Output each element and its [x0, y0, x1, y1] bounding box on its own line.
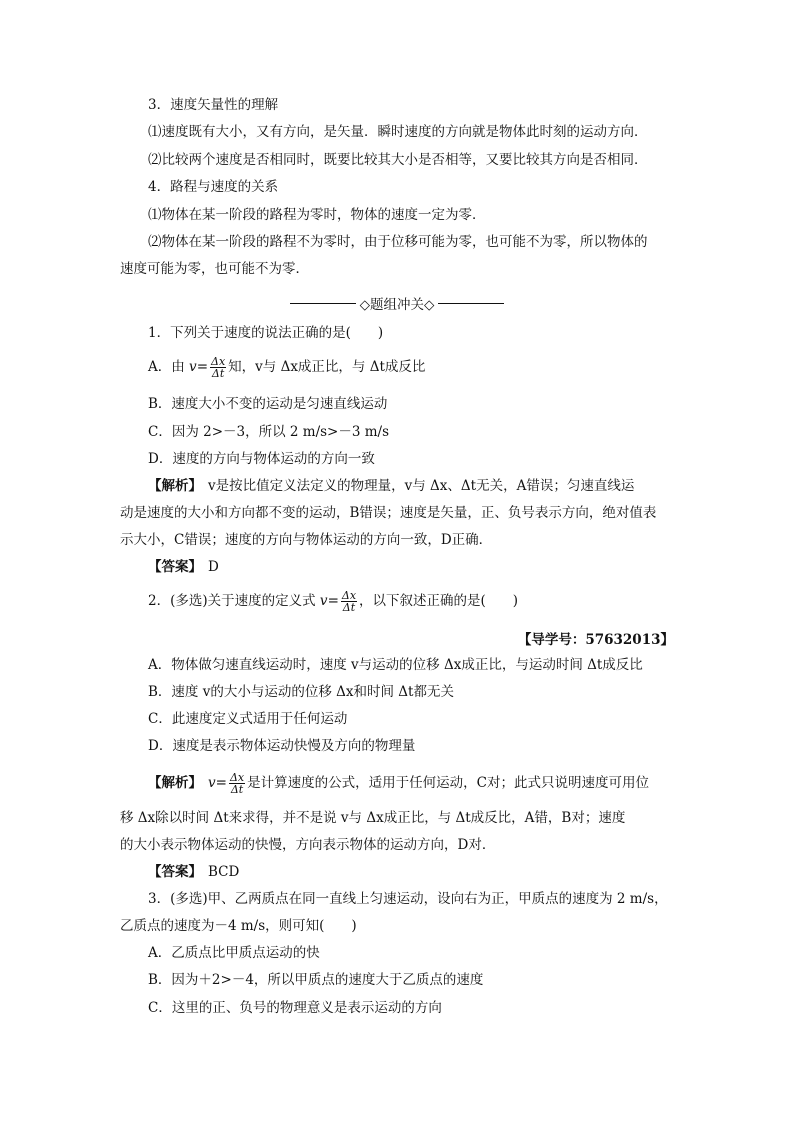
q1-fraction-numerator: Δx [211, 355, 226, 368]
q2-analysis-fraction-denominator: Δt [230, 783, 244, 796]
q2-stem-prefix: 2．(多选)关于速度的定义式 [148, 593, 320, 609]
q2-answer-tag: 【答案】 [148, 864, 202, 880]
q1-analysis-tag: 【解析】 [148, 478, 202, 494]
q2-analysis-tag: 【解析】 [148, 775, 202, 791]
q2-analysis-line-3: 的大小表示物体运动的快慢，方向表示物体的运动方向，D对． [120, 837, 496, 853]
q2-stem [148, 590, 518, 613]
q1-analysis-text-1: v是按比值定义法定义的物理量，v与 Δx、Δt无关，A错误；匀速直线运 [208, 478, 635, 494]
q1-option-a [148, 356, 425, 379]
q1-answer-tag: 【答案】 [148, 559, 202, 575]
q2-option-b: B．速度 v的大小与运动的位移 Δx和时间 Δt都无关 [148, 684, 454, 700]
q2-analysis-fraction [229, 772, 245, 795]
q1-option-a-suffix: 知，v与 Δx成正比，与 Δt成反比 [228, 359, 426, 375]
q1-analysis-line-1 [148, 477, 634, 495]
q2-option-c: C．此速度定义式适用于任何运动 [148, 711, 348, 727]
q2-analysis-eq: = [215, 775, 227, 791]
q1-answer [148, 558, 219, 576]
q1-option-a-eq: = [196, 359, 208, 375]
q2-answer-value: BCD [208, 864, 240, 880]
q1-stem: 1．下列关于速度的说法正确的是( ) [148, 325, 384, 341]
section-3-point-2: ⑵比较两个速度是否相同时，既要比较其大小是否相等，又要比较其方向是否相同． [148, 152, 648, 168]
section-divider [120, 294, 674, 312]
section-4-point-2-cont: 速度可能为零，也可能不为零． [120, 261, 309, 277]
q2-analysis-fraction-numerator: Δx [229, 771, 245, 784]
q2-answer [148, 863, 239, 881]
q2-stem-v: v [319, 593, 328, 609]
section-4-point-2: ⑵物体在某一阶段的路程不为零时，由于位移可能为零，也可能不为零，所以物体的 [148, 234, 648, 250]
section-4-title: 4．路程与速度的关系 [148, 179, 279, 195]
q2-fraction-denominator: Δt [342, 601, 356, 614]
section-4-point-1: ⑴物体在某一阶段的路程为零时，物体的速度一定为零． [148, 207, 486, 223]
q2-option-d: D．速度是表示物体运动快慢及方向的物理量 [148, 738, 416, 754]
q2-stem-suffix: ，以下叙述正确的是( ) [359, 593, 519, 609]
q2-analysis-text-1: 是计算速度的公式，适用于任何运动，C对；此式只说明速度可用位 [247, 775, 649, 791]
q2-velocity-fraction [341, 590, 357, 613]
q1-option-d: D．速度的方向与物体运动的方向一致 [148, 451, 375, 467]
q2-fraction-numerator: Δx [341, 589, 357, 602]
q1-option-a-v: v [189, 359, 197, 375]
q3-stem-line-1: 3．(多选)甲、乙两质点在同一直线上匀速运动，设向右为正，甲质点的速度为 2 m/s， [148, 891, 668, 907]
q1-answer-value: D [208, 559, 219, 575]
q2-option-a: A．物体做匀速直线运动时，速度 v与运动的位移 Δx成正比，与运动时间 Δt成反比 [148, 657, 643, 673]
divider-title: ◇题组冲关◇ [359, 297, 435, 313]
q3-stem-line-2: 乙质点的速度为－4 m/s，则可知( ) [120, 918, 357, 934]
q3-option-b: B．因为＋2>－4，所以甲质点的速度大于乙质点的速度 [148, 972, 484, 988]
section-3-point-1: ⑴速度既有大小，又有方向，是矢量．瞬时速度的方向就是物体此时刻的运动方向． [148, 124, 648, 140]
q1-fraction-denominator: Δt [211, 367, 225, 380]
q3-option-c: C．这里的正、负号的物理意义是表示运动的方向 [148, 1000, 442, 1016]
section-3-title: 3．速度矢量性的理解 [148, 97, 279, 113]
q2-analysis-line-1 [148, 772, 649, 795]
q1-option-c: C．因为 2>－3，所以 2 m/s>－3 m/s [148, 424, 390, 440]
q1-analysis-line-2: 动是速度的大小和方向都不变的运动，B错误；速度是矢量，正、负号表示方向，绝对值表 [120, 505, 657, 521]
q3-option-a: A．乙质点比甲质点运动的快 [148, 945, 320, 961]
guide-number: 【导学号：57632013】 [517, 632, 674, 648]
q1-option-a-prefix: A．由 [148, 359, 190, 375]
q2-stem-eq: = [327, 593, 339, 609]
q1-option-b: B．速度大小不变的运动是匀速直线运动 [148, 396, 388, 412]
q2-analysis-v: v [208, 775, 216, 791]
q1-analysis-line-3: 示大小，C错误；速度的方向与物体运动的方向一致，D正确． [120, 532, 493, 548]
divider-rule-left [290, 303, 356, 304]
q2-analysis-line-2: 移 Δx除以时间 Δt来求得，并不是说 v与 Δx成正比，与 Δt成反比，A错，B对；速度 [120, 810, 626, 826]
q1-velocity-fraction [210, 356, 226, 379]
divider-rule-right [438, 303, 504, 304]
